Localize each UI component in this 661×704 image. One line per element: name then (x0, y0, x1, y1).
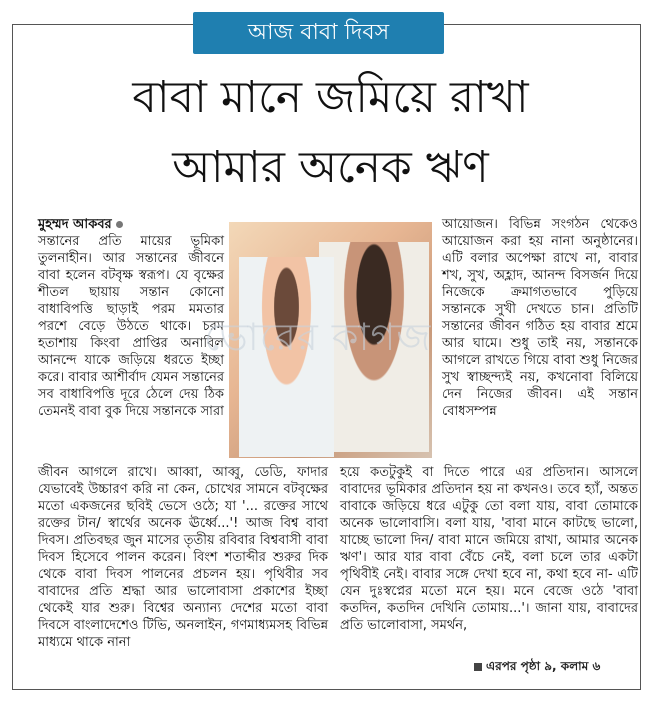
section-tag: আজ বাবা দিবস (193, 12, 444, 54)
article-column-bottom-right: হয়ে কতটুকুই বা দিতে পারে এর প্রতিদান। আসলে বাবাদের ভূমিকার প্রতিদান হয় না কখনও। তবে হ্যাঁ, অন্তত বাবাকে জড়িয়ে ধরে এটুকু তো বলা যায়, বাবা তোমাকে অনেক ভালোবাসি। বলা যায়, 'বাবা মানে কাটছে ভালো, যাচ্ছে ভালো দিন/ বাবা মানে জমিয়ে রাখা, আমার অনেক ঋণ'। আর যার বাবা বেঁচে নেই, বলা চলে তার একটা পৃথিবীই নেই। বাবার সঙ্গে দেখা হবে না, কথা হবে না- এটি যেন দুঃস্বপ্নের মতো মনে হয়। মনে বেজে ওঠে 'বাবা কতদিন, কতদিন দেখিনি তোমায়...'। জানা যায়, বাবাদের প্রতি ভালোবাসা, সমর্থন, (340, 465, 638, 633)
article-column-bottom-left: জীবন আগলে রাখে। আব্বা, আব্বু, ডেডি, ফাদার যেভাবেই উচ্চারণ করি না কেন, চোখের সামনে বটবৃক্ষের মতো একজনের ছবিই ভেসে ওঠে; যা '... রক্তের সাথে রক্তের টান/ স্বার্থের অনেক ঊর্ধ্বে...'! আজ বিশ্ব বাবা দিবস। প্রতিবছর জুন মাসের তৃতীয় রবিবার বিশ্ববাসী বাবা দিবস হিসেবে পালন করেন। বিংশ শতাব্দীর শুরুর দিক থেকে বাবা দিবস পালনের প্রচলন হয়। পৃথিবীর সব বাবাদের প্রতি শ্রদ্ধা আর ভালোবাসা প্রকাশের ইচ্ছা থেকেই যার শুরু। বিশ্বের অন্যান্য দেশের মতো বাবা দিবসে বাংলাদেশেও টিভি, অনলাইন, গণমাধ্যমসহ বিভিন্ন মাধ্যমে থাকে নানা (38, 465, 328, 650)
headline-line-1: বাবা মানে জমিয়ে রাখা (132, 72, 529, 123)
article-column-left (38, 216, 224, 420)
newspaper-watermark: ভোরের কাগজ (204, 315, 432, 359)
continuation-text: এরপর পৃষ্ঠা ৯, কলাম ৬ (486, 659, 601, 673)
square-bullet-icon (474, 663, 482, 671)
column-left-text: সন্তানের প্রতি মায়ের ভূমিকা তুলনাহীন। আর সন্তানের জীবনে বাবা হলেন বটবৃক্ষ স্বরূপ। যে বৃক্ষের শীতল ছায়ায় সন্তান কোনো বাধাবিপত্তি ছাড়াই পরম মমতার পরশে বেড়ে উঠতে থাকে। চরম হতাশায় কিংবা প্রাপ্তির অনাবিল আনন্দে যাকে জড়িয়ে ধরতে ইচ্ছা করে। বাবার আশীর্বাদ যেমন সন্তানের সব বাধাবিপত্তি দূরে ঠেলে দেয় ঠিক তেমনই বাবা বুক দিয়ে সন্তানকে সারা (38, 234, 224, 419)
article-column-right: আয়োজন। বিভিন্ন সংগঠন থেকেও আয়োজন করা হয় নানা অনুষ্ঠানের। এটি বলার অপেক্ষা রাখে না, বাবার শখ, সুখ, অহ্লাদ, আনন্দ বিসর্জন দিয়ে নিজেকে ক্রমাগতভাবে পুড়িয়ে সন্তানকে সুখী দেখতে চান। প্রতিটি সন্তানের জীবন গঠিত হয় বাবার শ্রমে আর ঘামে। শুধু তাই নয়, সন্তানকে আগলে রাখতে গিয়ে বাবা শুধু নিজের সুখ স্বাচ্ছন্দ্যই নয়, কখনোবা বিলিয়ে দেন নিজের জীবন। এই সন্তান বোধসম্পন্ন (442, 217, 638, 419)
headline-line-2: আমার অনেক ঋণ (172, 142, 489, 193)
byline-bullet-icon (116, 221, 123, 228)
continuation-note (474, 658, 600, 678)
byline: মুহম্মদ আকবর (38, 217, 112, 232)
